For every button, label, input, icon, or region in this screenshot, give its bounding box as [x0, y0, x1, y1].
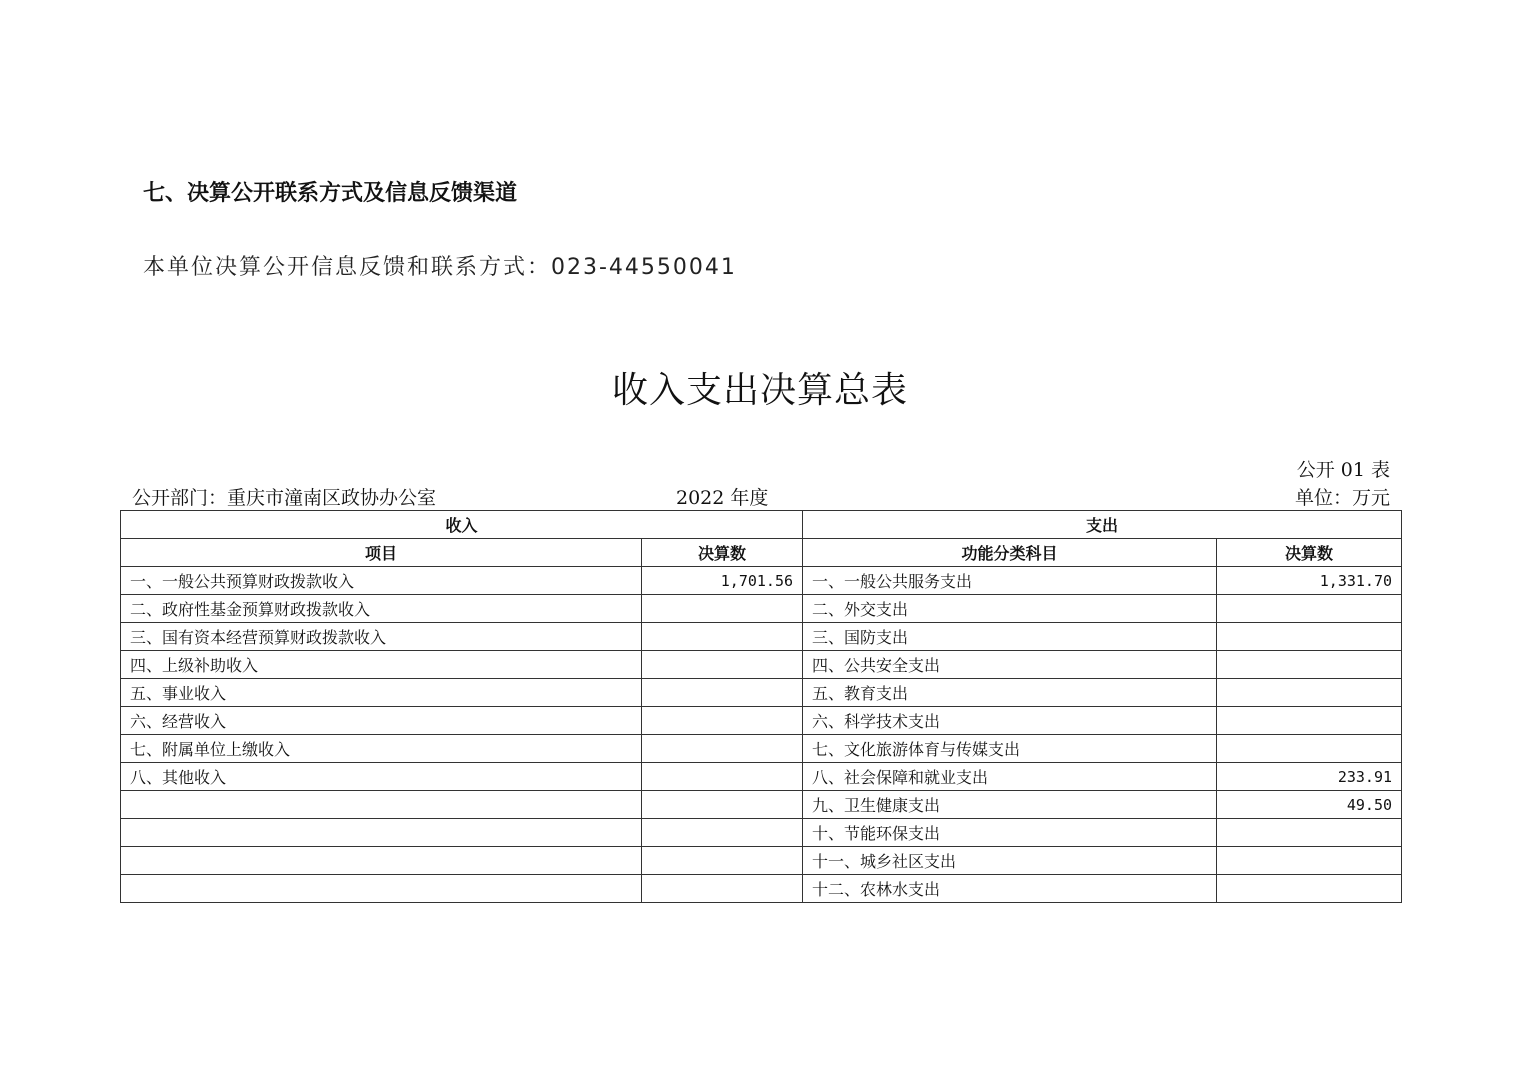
expense-item-cell: 九、卫生健康支出	[803, 791, 1217, 819]
income-amount-cell	[642, 679, 803, 707]
income-amount-cell	[642, 763, 803, 791]
income-item-header: 项目	[121, 539, 642, 567]
department-label: 公开部门：重庆市潼南区政协办公室	[132, 487, 437, 509]
income-amount-cell	[642, 623, 803, 651]
expense-item-cell: 十一、城乡社区支出	[803, 847, 1217, 875]
income-item-cell: 八、其他收入	[121, 763, 642, 791]
table-row	[121, 651, 1402, 679]
income-amount-cell	[642, 847, 803, 875]
income-item-cell	[121, 791, 642, 819]
expense-amount-cell	[1217, 819, 1402, 847]
table-row	[121, 875, 1402, 903]
table-row	[121, 567, 1402, 595]
income-amount-cell	[642, 595, 803, 623]
expense-item-cell: 八、社会保障和就业支出	[803, 763, 1217, 791]
table-row	[121, 763, 1402, 791]
income-amount-cell	[642, 819, 803, 847]
expense-amount-cell	[1217, 875, 1402, 903]
income-amount-cell	[642, 651, 803, 679]
contact-line: 本单位决算公开信息反馈和联系方式：023-44550041	[143, 255, 737, 280]
expense-amount-cell	[1217, 707, 1402, 735]
table-row	[121, 595, 1402, 623]
income-item-cell: 一、一般公共预算财政拨款收入	[121, 567, 642, 595]
section-heading: 七、决算公开联系方式及信息反馈渠道	[143, 181, 518, 206]
income-item-cell: 四、上级补助收入	[121, 651, 642, 679]
income-item-cell: 三、国有资本经营预算财政拨款收入	[121, 623, 642, 651]
income-item-cell: 二、政府性基金预算财政拨款收入	[121, 595, 642, 623]
income-item-cell: 七、附属单位上缴收入	[121, 735, 642, 763]
income-expense-summary-table	[120, 510, 1402, 903]
income-item-cell	[121, 819, 642, 847]
expense-item-cell: 七、文化旅游体育与传媒支出	[803, 735, 1217, 763]
expense-amount-cell	[1217, 595, 1402, 623]
income-amount-cell	[642, 875, 803, 903]
expense-amount-cell	[1217, 735, 1402, 763]
table-row	[121, 623, 1402, 651]
income-item-cell: 六、经营收入	[121, 707, 642, 735]
expense-amount-cell: 1,331.70	[1217, 567, 1402, 595]
expense-amount-cell: 233.91	[1217, 763, 1402, 791]
expense-amount-cell: 49.50	[1217, 791, 1402, 819]
expense-amount-cell	[1217, 679, 1402, 707]
column-header-row	[121, 539, 1402, 567]
income-amount-cell	[642, 791, 803, 819]
expense-item-cell: 三、国防支出	[803, 623, 1217, 651]
expense-amount-cell	[1217, 651, 1402, 679]
table-row	[121, 735, 1402, 763]
income-group-header: 收入	[121, 511, 803, 539]
table-title: 收入支出决算总表	[611, 370, 908, 411]
table-row	[121, 707, 1402, 735]
table-row	[121, 847, 1402, 875]
unit-label: 单位：万元	[1294, 487, 1390, 509]
expense-amount-header: 决算数	[1217, 539, 1402, 567]
expense-item-cell: 五、教育支出	[803, 679, 1217, 707]
table-row	[121, 819, 1402, 847]
income-item-cell: 五、事业收入	[121, 679, 642, 707]
income-item-cell	[121, 875, 642, 903]
income-amount-cell: 1,701.56	[642, 567, 803, 595]
table-body	[121, 567, 1402, 903]
expense-amount-cell	[1217, 847, 1402, 875]
expense-item-cell: 一、一般公共服务支出	[803, 567, 1217, 595]
expense-amount-cell	[1217, 623, 1402, 651]
form-number: 公开 01 表	[1296, 459, 1390, 481]
table-row	[121, 679, 1402, 707]
income-amount-header: 决算数	[642, 539, 803, 567]
expense-group-header: 支出	[803, 511, 1402, 539]
income-amount-cell	[642, 735, 803, 763]
group-header-row	[121, 511, 1402, 539]
expense-item-cell: 二、外交支出	[803, 595, 1217, 623]
fiscal-year: 2022 年度	[676, 487, 769, 509]
income-amount-cell	[642, 707, 803, 735]
expense-item-header: 功能分类科目	[803, 539, 1217, 567]
table-row	[121, 791, 1402, 819]
income-item-cell	[121, 847, 642, 875]
expense-item-cell: 十、节能环保支出	[803, 819, 1217, 847]
expense-item-cell: 四、公共安全支出	[803, 651, 1217, 679]
expense-item-cell: 六、科学技术支出	[803, 707, 1217, 735]
expense-item-cell: 十二、农林水支出	[803, 875, 1217, 903]
